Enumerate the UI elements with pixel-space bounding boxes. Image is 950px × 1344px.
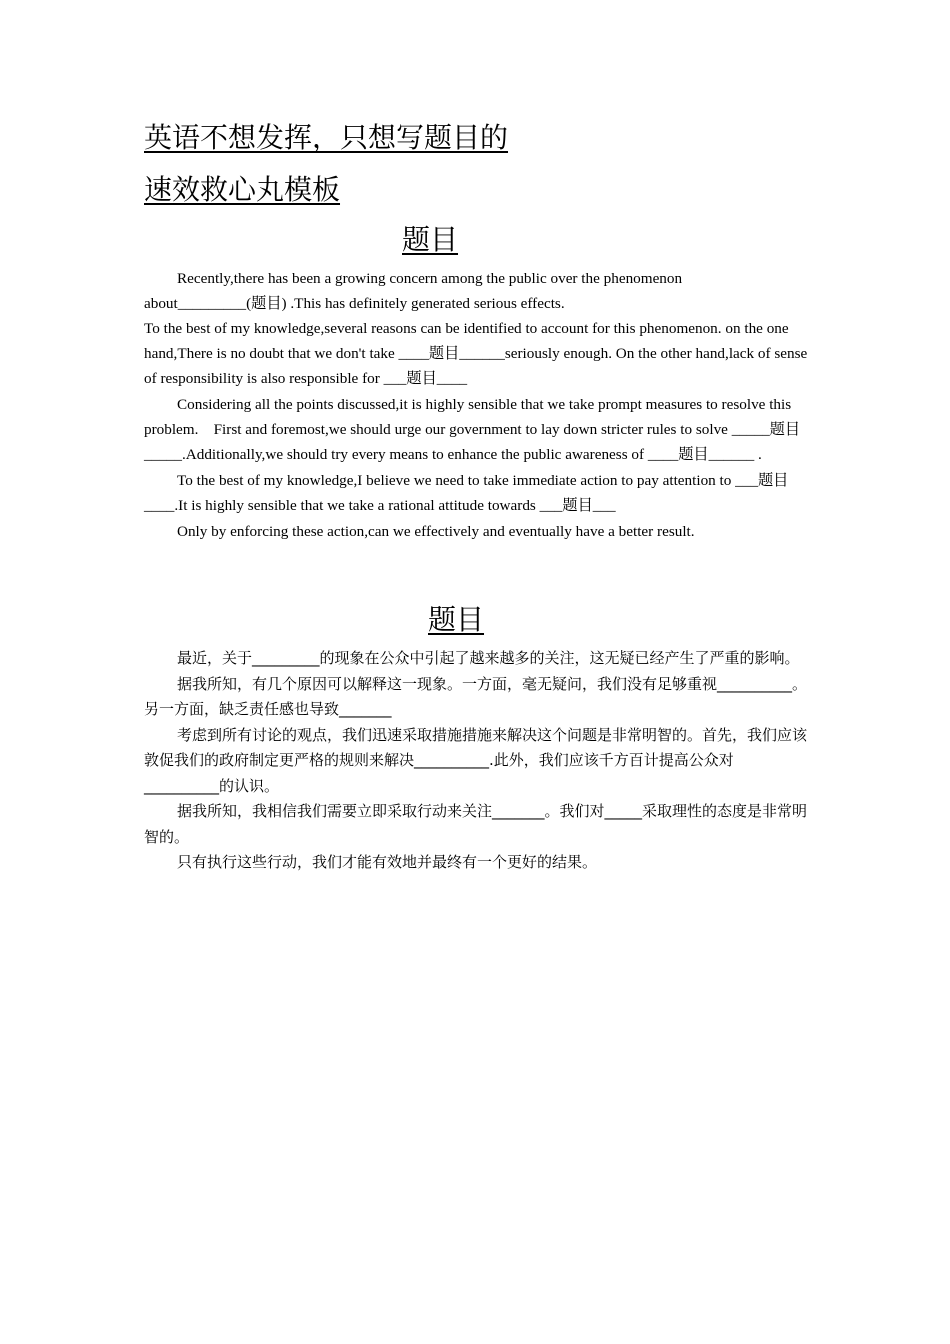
document-title-line-1: 英语不想发挥，只想写题目的	[144, 121, 509, 154]
english-paragraph-1: Recently,there has been a growing concern among the public over the phenomenon about_________(题目) .This has definitely generated serious effects.	[144, 270, 683, 312]
chinese-paragraph-4: 据我所知，我相信我们需要立即采取行动来关注_______。我们对_____采取理性的态度是非常明智的。	[144, 802, 808, 846]
chinese-paragraph-5: 只有执行这些行动，我们才能有效地并最终有一个更好的结果。	[177, 853, 598, 871]
english-template-body	[144, 266, 808, 544]
english-section-heading: 题目	[402, 223, 459, 256]
document-title-line-2: 速效救心丸模板	[144, 173, 341, 206]
chinese-paragraph-3: 考虑到所有讨论的观点，我们迅速采取措施措施来解决这个问题是非常明智的。首先，我们应该敦促我们的政府制定更严格的规则来解决__________.此外，我们应该千方百计提高公众对__________的认识。	[144, 725, 808, 795]
chinese-section-heading: 题目	[428, 603, 485, 636]
chinese-paragraph-1: 最近，关于_________的现象在公众中引起了越来越多的关注，这无疑已经产生了严重的影响。	[177, 649, 800, 667]
chinese-template-body	[144, 646, 808, 876]
chinese-paragraph-2: 据我所知，有几个原因可以解释这一现象。一方面，毫无疑问，我们没有足够重视__________。另一方面，缺乏责任感也导致_______	[144, 674, 808, 718]
english-paragraph-3: Considering all the points discussed,it is highly sensible that we take prompt measures to resolve this problem. First and foremost,we should urge our government to lay down stricter rules to solve _____题目_____.Additionally,we should try every means to enhance the public awareness of ____题目______ .	[144, 396, 801, 463]
english-paragraph-5: Only by enforcing these action,can we effectively and eventually have a better result.	[177, 523, 695, 540]
english-paragraph-4: To the best of my knowledge,I believe we need to take immediate action to pay attention to ___题目____.It is highly sensible that we take a rational attitude towards ___题目___	[144, 472, 789, 514]
english-paragraph-2: To the best of my knowledge,several reasons can be identified to account for this phenomenon. on the one hand,There is no doubt that we don't take ____题目______seriously enough. On the other hand,lack of sense of responsibility is also responsible for ___题目____	[144, 320, 808, 387]
